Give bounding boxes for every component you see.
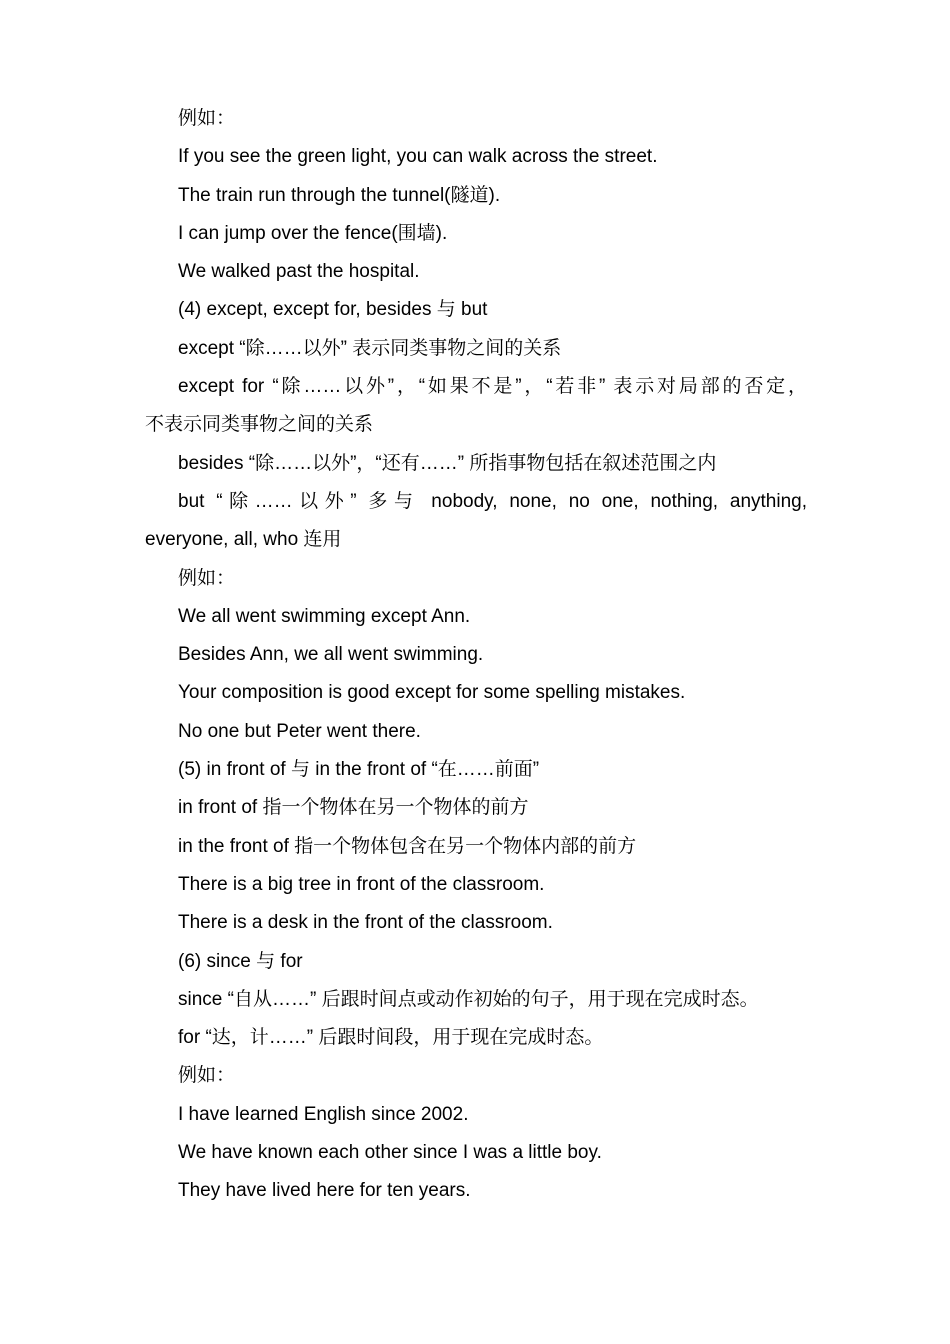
- text-line: We all went swimming except Ann.: [178, 605, 471, 627]
- text-line: 例如：: [178, 1065, 236, 1087]
- text-line-continuation: everyone, all, who 连用: [145, 529, 342, 551]
- text-line: but “除……以外” 多与 nobody, none, no one, nothing, anything,: [178, 490, 807, 512]
- text-line: except “除……以外” 表示同类事物之间的关系: [178, 337, 562, 359]
- text-line: If you see the green light, you can walk across the street.: [178, 146, 658, 168]
- text-line-continuation: 不表示同类事物之间的关系: [145, 414, 374, 436]
- text-line: Your composition is good except for some spelling mistakes.: [178, 682, 686, 704]
- text-line: The train run through the tunnel(隧道).: [178, 184, 501, 206]
- text-line: in front of 指一个物体在另一个物体的前方: [178, 797, 529, 819]
- text-line: for “达，计……” 后跟时间段，用于现在完成时态。: [178, 1027, 604, 1049]
- document-body: [145, 100, 807, 1211]
- text-line: since “自从……” 后跟时间点或动作初始的句子，用于现在完成时态。: [178, 988, 759, 1010]
- text-line: Besides Ann, we all went swimming.: [178, 644, 484, 666]
- text-line: 例如：: [178, 567, 236, 589]
- text-line: 例如：: [178, 108, 236, 129]
- text-line: They have lived here for ten years.: [178, 1180, 471, 1202]
- text-line: There is a desk in the front of the classroom.: [178, 912, 553, 934]
- section-heading: (4) except, except for, besides 与 but: [178, 299, 488, 321]
- text-line: We walked past the hospital.: [178, 261, 420, 283]
- text-line: There is a big tree in front of the classroom.: [178, 873, 545, 895]
- text-line: in the front of 指一个物体包含在另一个物体内部的前方: [178, 835, 637, 857]
- text-line: except for “除……以外”，“如果不是”，“若非” 表示对局部的否定，: [178, 376, 807, 398]
- text-line: No one but Peter went there.: [178, 720, 421, 742]
- text-line: I have learned English since 2002.: [178, 1103, 469, 1125]
- text-line: We have known each other since I was a little boy.: [178, 1142, 602, 1164]
- text-line: besides “除……以外”，“还有……” 所指事物包括在叙述范围之内: [178, 452, 717, 474]
- section-heading: (6) since 与 for: [178, 950, 303, 972]
- text-line: I can jump over the fence(围墙).: [178, 222, 448, 244]
- section-heading: (5) in front of 与 in the front of “在……前面”: [178, 759, 540, 781]
